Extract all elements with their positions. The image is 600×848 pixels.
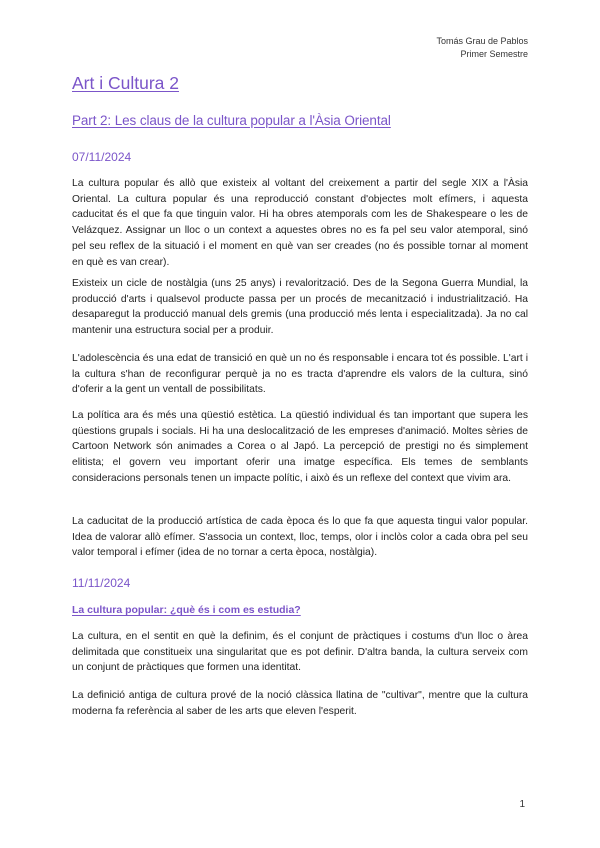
header-semester: Primer Semestre — [460, 49, 528, 59]
section-subheading: La cultura popular: ¿què és i com es estudia? — [72, 604, 301, 616]
part-heading: Part 2: Les claus de la cultura popular a l'Àsia Oriental — [72, 113, 391, 128]
paragraph: La definició antiga de cultura prové de la noció clàssica llatina de "cultivar", mentre que la cultura moderna fa referència al saber de les arts que eleven l'esperit. — [72, 690, 528, 717]
header-author: Tomás Grau de Pablos — [436, 36, 528, 46]
session-date: 11/11/2024 — [72, 576, 131, 590]
paragraph: Existeix un cicle de nostàlgia (uns 25 anys) i revalorització. Des de la Segona Guerra Mundial, la producció d'arts i qualsevol producte passa per un procés de mecanització i industrialització. Ha desaparegut la producció manual dels gremis (una producció més lenta i especialitzada). Ja no cal mantenir una estructura social per a produir. — [72, 278, 528, 337]
paragraph: L'adolescència és una edat de transició en què un no és responsable i encara tot és possible. L'art i la cultura s'han de reconfigurar perquè ja no es tracta d'aprendre els valors de la cultura, sinó d'oferir a la gent un ventall de possibilitats. — [72, 353, 528, 396]
document-title: Art i Cultura 2 — [72, 73, 179, 93]
page-header — [436, 35, 528, 61]
paragraph: La cultura popular és allò que existeix al voltant del creixement a partir del segle XIX a l'Àsia Oriental. La cultura popular és una reproducció constant d'objectes molt efímers, i aquesta caducitat és el que fa que tinguin valor. Hi ha obres atemporals com les de Shakespeare o les de Velázquez. Assignar un lloc o un context a aquestes obres no es fa pel seu valor atemporal, sinó pel seu reflex de la situació i el moment en què van ser creades (no és possible tornar al moment en què es van crear). — [72, 178, 528, 268]
paragraph: La política ara és més una qüestió estètica. La qüestió individual és tan important que supera les qüestions grupals i socials. Hi ha una deslocalització de les empreses d'animació. Moltes sèries de Cartoon Network són animades a Corea o al Japó. La percepció de prestigi no és simplement elitista; el govern veu important oferir una imatge específica. Els temes de semblants consideracions personals tenen un impacte polític, i això és un reflexe del context que vivim ara. — [72, 410, 528, 484]
paragraph: La caducitat de la producció artística de cada època és lo que fa que aquesta tingui valor popular. Idea de valorar allò efímer. S'associa un context, lloc, temps, olor i inclòs color a cada obra pel seu valor temporal i efímer (idea de no tornar a certa època, nostàlgia). — [72, 516, 528, 559]
page-number: 1 — [519, 799, 525, 810]
paragraph: La cultura, en el sentit en què la definim, és el conjunt de pràctiques i costums d'un lloc o àrea delimitada que constitueix una singularitat que es pot definir. D'altra banda, la cultura serveix com un conjunt de pràctiques que formen una identitat. — [72, 631, 528, 674]
session-date: 07/11/2024 — [72, 150, 132, 164]
